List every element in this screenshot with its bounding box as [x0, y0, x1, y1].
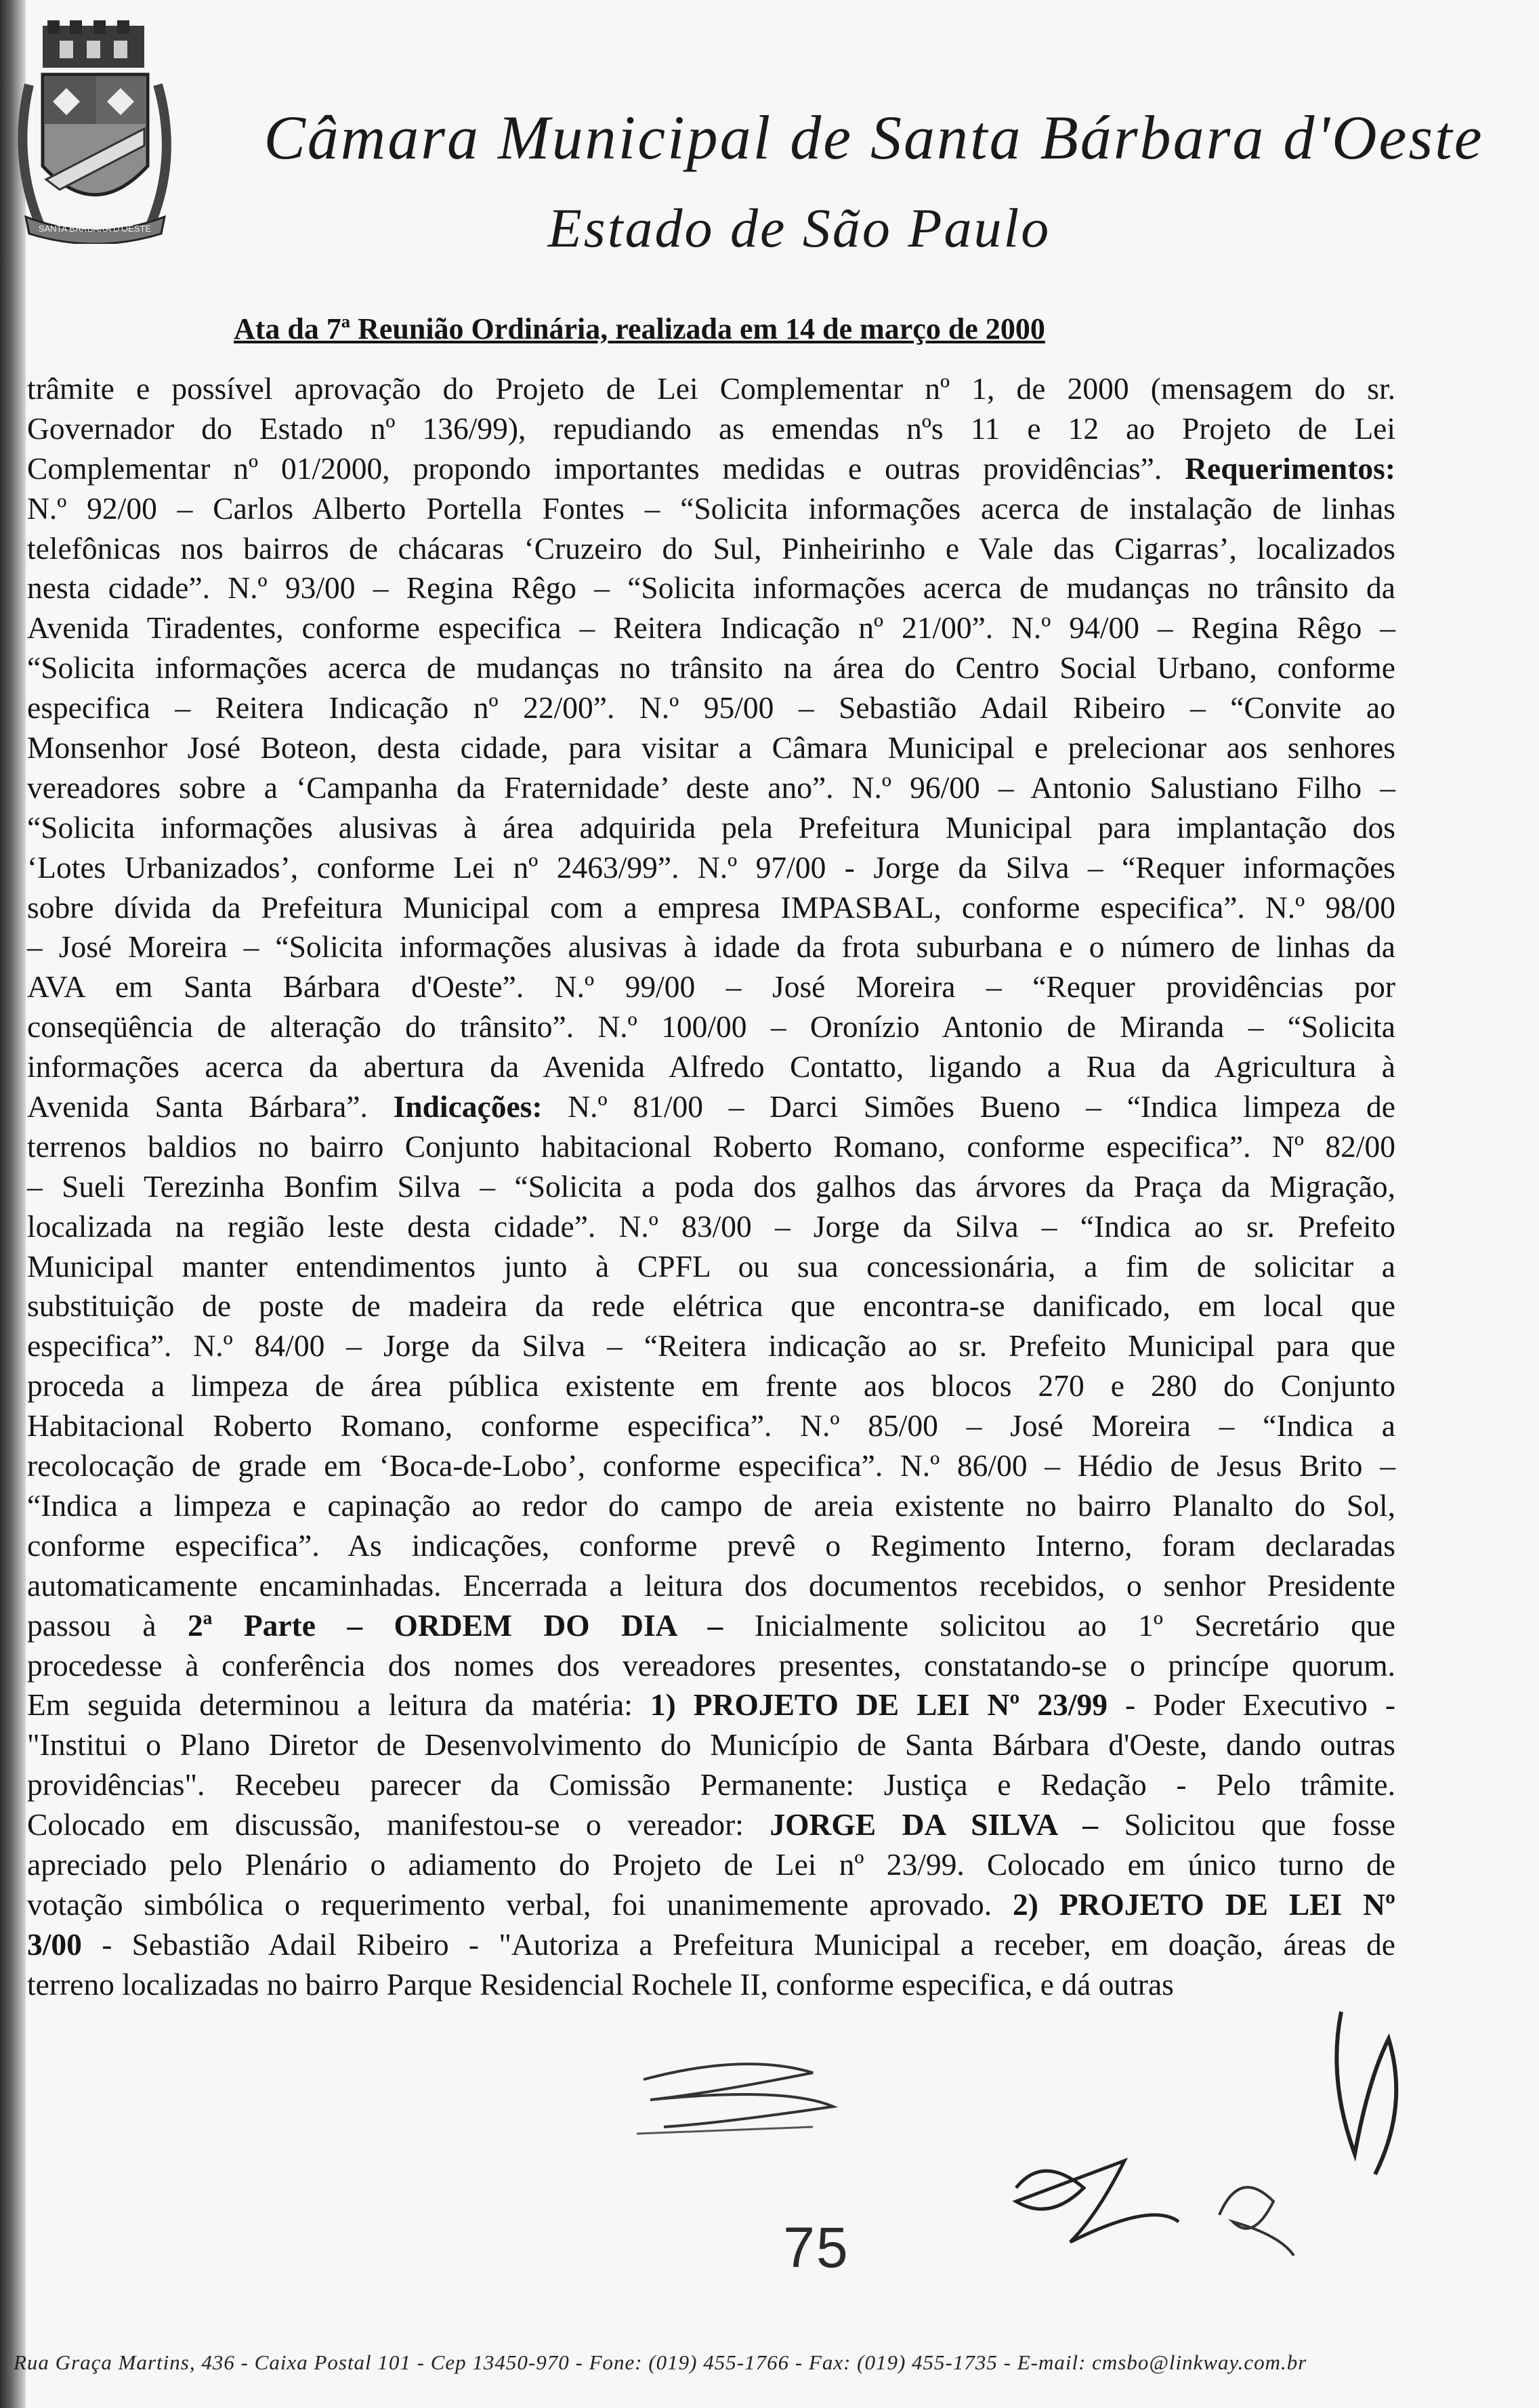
minutes-line	[27, 1646, 1395, 1686]
minutes-body	[27, 369, 1395, 2005]
minutes-line	[27, 648, 1395, 688]
minutes-line	[27, 369, 1395, 409]
minutes-line	[27, 1127, 1395, 1167]
minutes-line	[27, 1366, 1395, 1406]
minutes-line	[27, 808, 1395, 848]
text-segment: terreno localizadas no bairro Parque Residencial Rochele II, conforme especifica, e dá outras	[27, 1966, 1174, 2002]
text-segment: “Solicita informações acerca de mudanças no trânsito na área do Centro Social Urbano, conforme	[27, 650, 1395, 685]
chamber-title: Câmara Municipal de Santa Bárbara d'Oeste	[263, 103, 1484, 172]
text-segment: informações acerca da abertura da Avenida Alfredo Contatto, ligando a Rua da Agricultura à	[27, 1049, 1395, 1084]
minutes-line	[27, 1286, 1395, 1326]
minutes-line	[27, 1207, 1395, 1247]
svg-text:SANTA BÁRBARA D'OESTE: SANTA BÁRBARA D'OESTE	[38, 224, 152, 234]
text-segment: AVA em Santa Bárbara d'Oeste”. N.º 99/00 – José Moreira – “Requer providências por	[27, 969, 1395, 1005]
text-segment: Avenida Santa Bárbara”.	[27, 1089, 394, 1124]
text-segment: proceda a limpeza de área pública existente em frente aos blocos 270 e 280 do Conjunto	[27, 1368, 1395, 1403]
minutes-line	[27, 449, 1395, 489]
coat-of-arms-icon	[12, 20, 178, 244]
bold-text-segment: JORGE DA SILVA –	[770, 1807, 1099, 1842]
minutes-line	[27, 1326, 1395, 1366]
text-segment: - Sebastião Adail Ribeiro - "Autoriza a Prefeitura Municipal a receber, em doação, áreas de	[81, 1926, 1395, 1962]
minutes-line	[27, 1885, 1395, 1925]
minutes-title: Ata da 7ª Reunião Ordinária, realizada em 14 de março de 2000	[234, 312, 1045, 345]
page-number: 75	[783, 2216, 849, 2279]
text-segment: Avenida Tiradentes, conforme especifica – Reitera Indicação nº 21/00”. N.º 94/00 – Regina Rêgo –	[27, 610, 1395, 646]
bold-text-segment: 1) PROJETO DE LEI Nº 23/99	[650, 1687, 1108, 1723]
minutes-line	[27, 1566, 1395, 1606]
minutes-line	[27, 1685, 1395, 1725]
minutes-line	[27, 529, 1395, 569]
text-segment: trâmite e possível aprovação do Projeto de Lei Complementar nº 1, de 2000 (mensagem do sr.	[27, 371, 1395, 406]
minutes-line	[27, 1087, 1395, 1127]
text-segment: Complementar nº 01/2000, propondo importantes medidas e outras providências”.	[27, 450, 1185, 486]
text-segment: conforme especifica”. As indicações, conforme prevê o Regimento Interno, foram declaradas	[27, 1527, 1395, 1563]
text-segment: ‘Lotes Urbanizados’, conforme Lei nº 2463/99”. N.º 97/00 - Jorge da Silva – “Requer informações	[27, 849, 1395, 885]
minutes-line	[27, 608, 1395, 648]
minutes-line	[27, 1007, 1395, 1047]
minutes-line	[27, 848, 1395, 888]
minutes-line	[27, 1446, 1395, 1486]
minutes-line	[27, 927, 1395, 967]
text-segment: localizada na região leste desta cidade”. N.º 83/00 – Jorge da Silva – “Indica ao sr. Prefeito	[27, 1208, 1395, 1244]
text-segment: Solicitou que fosse	[1098, 1807, 1395, 1842]
text-segment: vereadores sobre a ‘Campanha da Fraternidade’ deste ano”. N.º 96/00 – Antonio Salustiano Filho –	[27, 769, 1395, 805]
bold-text-segment: Requerimentos:	[1185, 450, 1395, 486]
text-segment: Em seguida determinou a leitura da matéria:	[27, 1687, 650, 1723]
bold-text-segment: 2ª Parte – ORDEM DO DIA –	[187, 1607, 723, 1643]
text-segment: – José Moreira – “Solicita informações alusivas à idade da frota suburbana e o número de linhas da	[27, 929, 1395, 965]
text-segment: – Sueli Terezinha Bonfim Silva – “Solicita a poda dos galhos das árvores da Praça da Migração,	[27, 1168, 1395, 1204]
minutes-line	[27, 1765, 1395, 1805]
minutes-line	[27, 768, 1395, 808]
minutes-line	[27, 489, 1395, 529]
text-segment: providências". Recebeu parecer da Comissão Permanente: Justiça e Redação - Pelo trâmite.	[27, 1767, 1395, 1802]
text-segment: votação simbólica o requerimento verbal, foi unanimemente aprovado.	[27, 1886, 1013, 1922]
minutes-line	[27, 1486, 1395, 1526]
text-segment: apreciado pelo Plenário o adiamento do Projeto de Lei nº 23/99. Colocado em único turno de	[27, 1846, 1395, 1882]
text-segment: Municipal manter entendimentos junto à CPFL ou sua concessionária, a fim de solicitar a	[27, 1248, 1395, 1284]
text-segment: terrenos baldios no bairro Conjunto habitacional Roberto Romano, conforme especifica”. Nº 82/00	[27, 1128, 1395, 1164]
state-subtitle: Estado de São Paulo	[547, 197, 1051, 259]
minutes-line	[27, 688, 1395, 728]
text-segment: Habitacional Roberto Romano, conforme especifica”. N.º 85/00 – José Moreira – “Indica a	[27, 1408, 1395, 1443]
minutes-line	[27, 888, 1395, 928]
minutes-line	[27, 409, 1395, 449]
text-segment: N.º 92/00 – Carlos Alberto Portella Fontes – “Solicita informações acerca de instalação de linhas	[27, 490, 1395, 526]
text-segment: especifica”. N.º 84/00 – Jorge da Silva – “Reitera indicação ao sr. Prefeito Municipal para que	[27, 1328, 1395, 1364]
minutes-line	[27, 728, 1395, 768]
minutes-line	[27, 1845, 1395, 1885]
text-segment: substituição de poste de madeira da rede elétrica que encontra-se danificado, em local que	[27, 1288, 1395, 1324]
minutes-line	[27, 1247, 1395, 1287]
handwritten-signatures	[610, 1998, 1490, 2323]
text-segment: Colocado em discussão, manifestou-se o vereador:	[27, 1807, 770, 1842]
text-segment: Inicialmente solicitou ao 1º Secretário que	[723, 1607, 1396, 1643]
minutes-line	[27, 1167, 1395, 1207]
bold-text-segment: 3/00	[27, 1926, 82, 1962]
minutes-line	[27, 1047, 1395, 1087]
text-segment: sobre dívida da Prefeitura Municipal com a empresa IMPASBAL, conforme especifica”. N.º 98/00	[27, 889, 1395, 925]
binding-shadow	[0, 0, 26, 2408]
text-segment: “Indica a limpeza e capinação ao redor do campo de areia existente no bairro Planalto do Sol,	[27, 1487, 1395, 1523]
text-segment: recolocação de grade em ‘Boca-de-Lobo’, conforme especifica”. N.º 86/00 – Hédio de Jesus Brito –	[27, 1448, 1395, 1483]
minutes-line	[27, 1925, 1395, 1965]
text-segment: Monsenhor José Boteon, desta cidade, para visitar a Câmara Municipal e prelecionar aos senhores	[27, 730, 1395, 765]
text-segment: N.º 81/00 – Darci Simões Bueno – “Indica limpeza de	[542, 1089, 1395, 1124]
minutes-line	[27, 1606, 1395, 1646]
bold-text-segment: Indicações:	[393, 1089, 543, 1124]
text-segment: nesta cidade”. N.º 93/00 – Regina Rêgo – “Solicita informações acerca de mudanças no trânsito da	[27, 570, 1395, 606]
text-segment: automaticamente encaminhadas. Encerrada a leitura dos documentos recebidos, o senhor Presidente	[27, 1567, 1395, 1603]
minutes-line	[27, 1526, 1395, 1566]
minutes-line	[27, 1805, 1395, 1845]
minutes-line	[27, 1406, 1395, 1446]
text-segment: “Solicita informações alusivas à área adquirida pela Prefeitura Municipal para implantação dos	[27, 809, 1395, 845]
text-segment: telefônicas nos bairros de chácaras ‘Cruzeiro do Sul, Pinheirinho e Vale das Cigarras’, localizados	[27, 530, 1395, 566]
footer-address: Rua Graça Martins, 436 - Caixa Postal 101 - Cep 13450-970 - Fone: (019) 455-1766 - Fax: (019) 455-1735 - E-mail: cmsbo@linkway.com.br	[14, 2350, 1307, 2374]
minutes-line	[27, 1725, 1395, 1765]
text-segment: passou à	[27, 1607, 188, 1643]
minutes-line	[27, 967, 1395, 1007]
text-segment: conseqüência de alteração do trânsito”. N.º 100/00 – Oronízio Antonio de Miranda – “Solicita	[27, 1009, 1395, 1044]
bold-text-segment: 2) PROJETO DE LEI Nº	[1012, 1886, 1395, 1922]
text-segment: Governador do Estado nº 136/99), repudiando as emendas nºs 11 e 12 ao Projeto de Lei	[27, 410, 1395, 446]
text-segment: especifica – Reitera Indicação nº 22/00”. N.º 95/00 – Sebastião Adail Ribeiro – “Convite ao	[27, 690, 1395, 725]
text-segment: - Poder Executivo -	[1108, 1687, 1395, 1723]
text-segment: procedesse à conferência dos nomes dos vereadores presentes, constatando-se o princípe quorum.	[27, 1647, 1395, 1683]
text-segment: "Institui o Plano Diretor de Desenvolvimento do Município de Santa Bárbara d'Oeste, dando outras	[27, 1727, 1395, 1762]
minutes-line	[27, 568, 1395, 608]
